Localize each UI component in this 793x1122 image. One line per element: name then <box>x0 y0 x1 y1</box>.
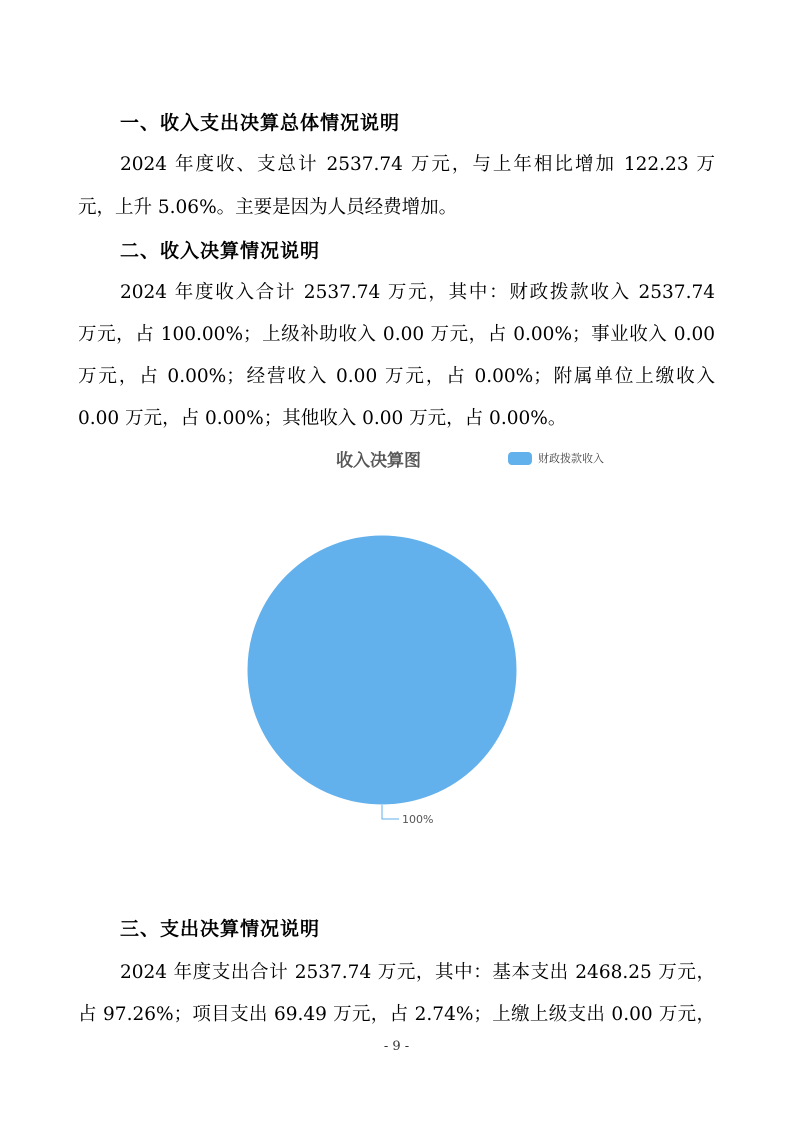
paragraph-line: 2024 年度支出合计 2537.74 万元，其中：基本支出 2468.25 万元， <box>120 962 715 983</box>
section-heading-3: 三、支出决算情况说明 <box>120 918 321 940</box>
slice-label: 100% <box>402 813 434 826</box>
pie-slice <box>247 535 517 805</box>
page-number: - 9 - <box>383 1039 410 1054</box>
paragraph-line: 万元，占 100.00%；上级补助收入 0.00 万元，占 0.00%；事业收入 0.00 <box>78 324 715 345</box>
paragraph-line: 2024 年度收入合计 2537.74 万元，其中：财政拨款收入 2537.74 <box>120 282 715 303</box>
paragraph-line: 0.00 万元，占 0.00%；其他收入 0.00 万元，占 0.00%。 <box>78 408 567 429</box>
section-heading-1: 一、收入支出决算总体情况说明 <box>120 112 401 134</box>
paragraph-line: 占 97.26%；项目支出 69.49 万元，占 2.74%；上缴上级支出 0.00 万元， <box>78 1004 715 1025</box>
paragraph-line: 元，上升 5.06%。主要是因为人员经费增加。 <box>78 197 458 218</box>
label-leader-line <box>382 805 399 819</box>
section-heading-2: 二、收入决算情况说明 <box>120 240 321 262</box>
chart-title: 收入决算图 <box>336 451 421 471</box>
paragraph-line: 2024 年度收、支总计 2537.74 万元，与上年相比增加 122.23 万 <box>120 154 715 175</box>
legend-label: 财政拨款收入 <box>538 452 604 465</box>
paragraph-line: 万元，占 0.00%；经营收入 0.00 万元，占 0.00%；附属单位上缴收入 <box>78 366 715 387</box>
